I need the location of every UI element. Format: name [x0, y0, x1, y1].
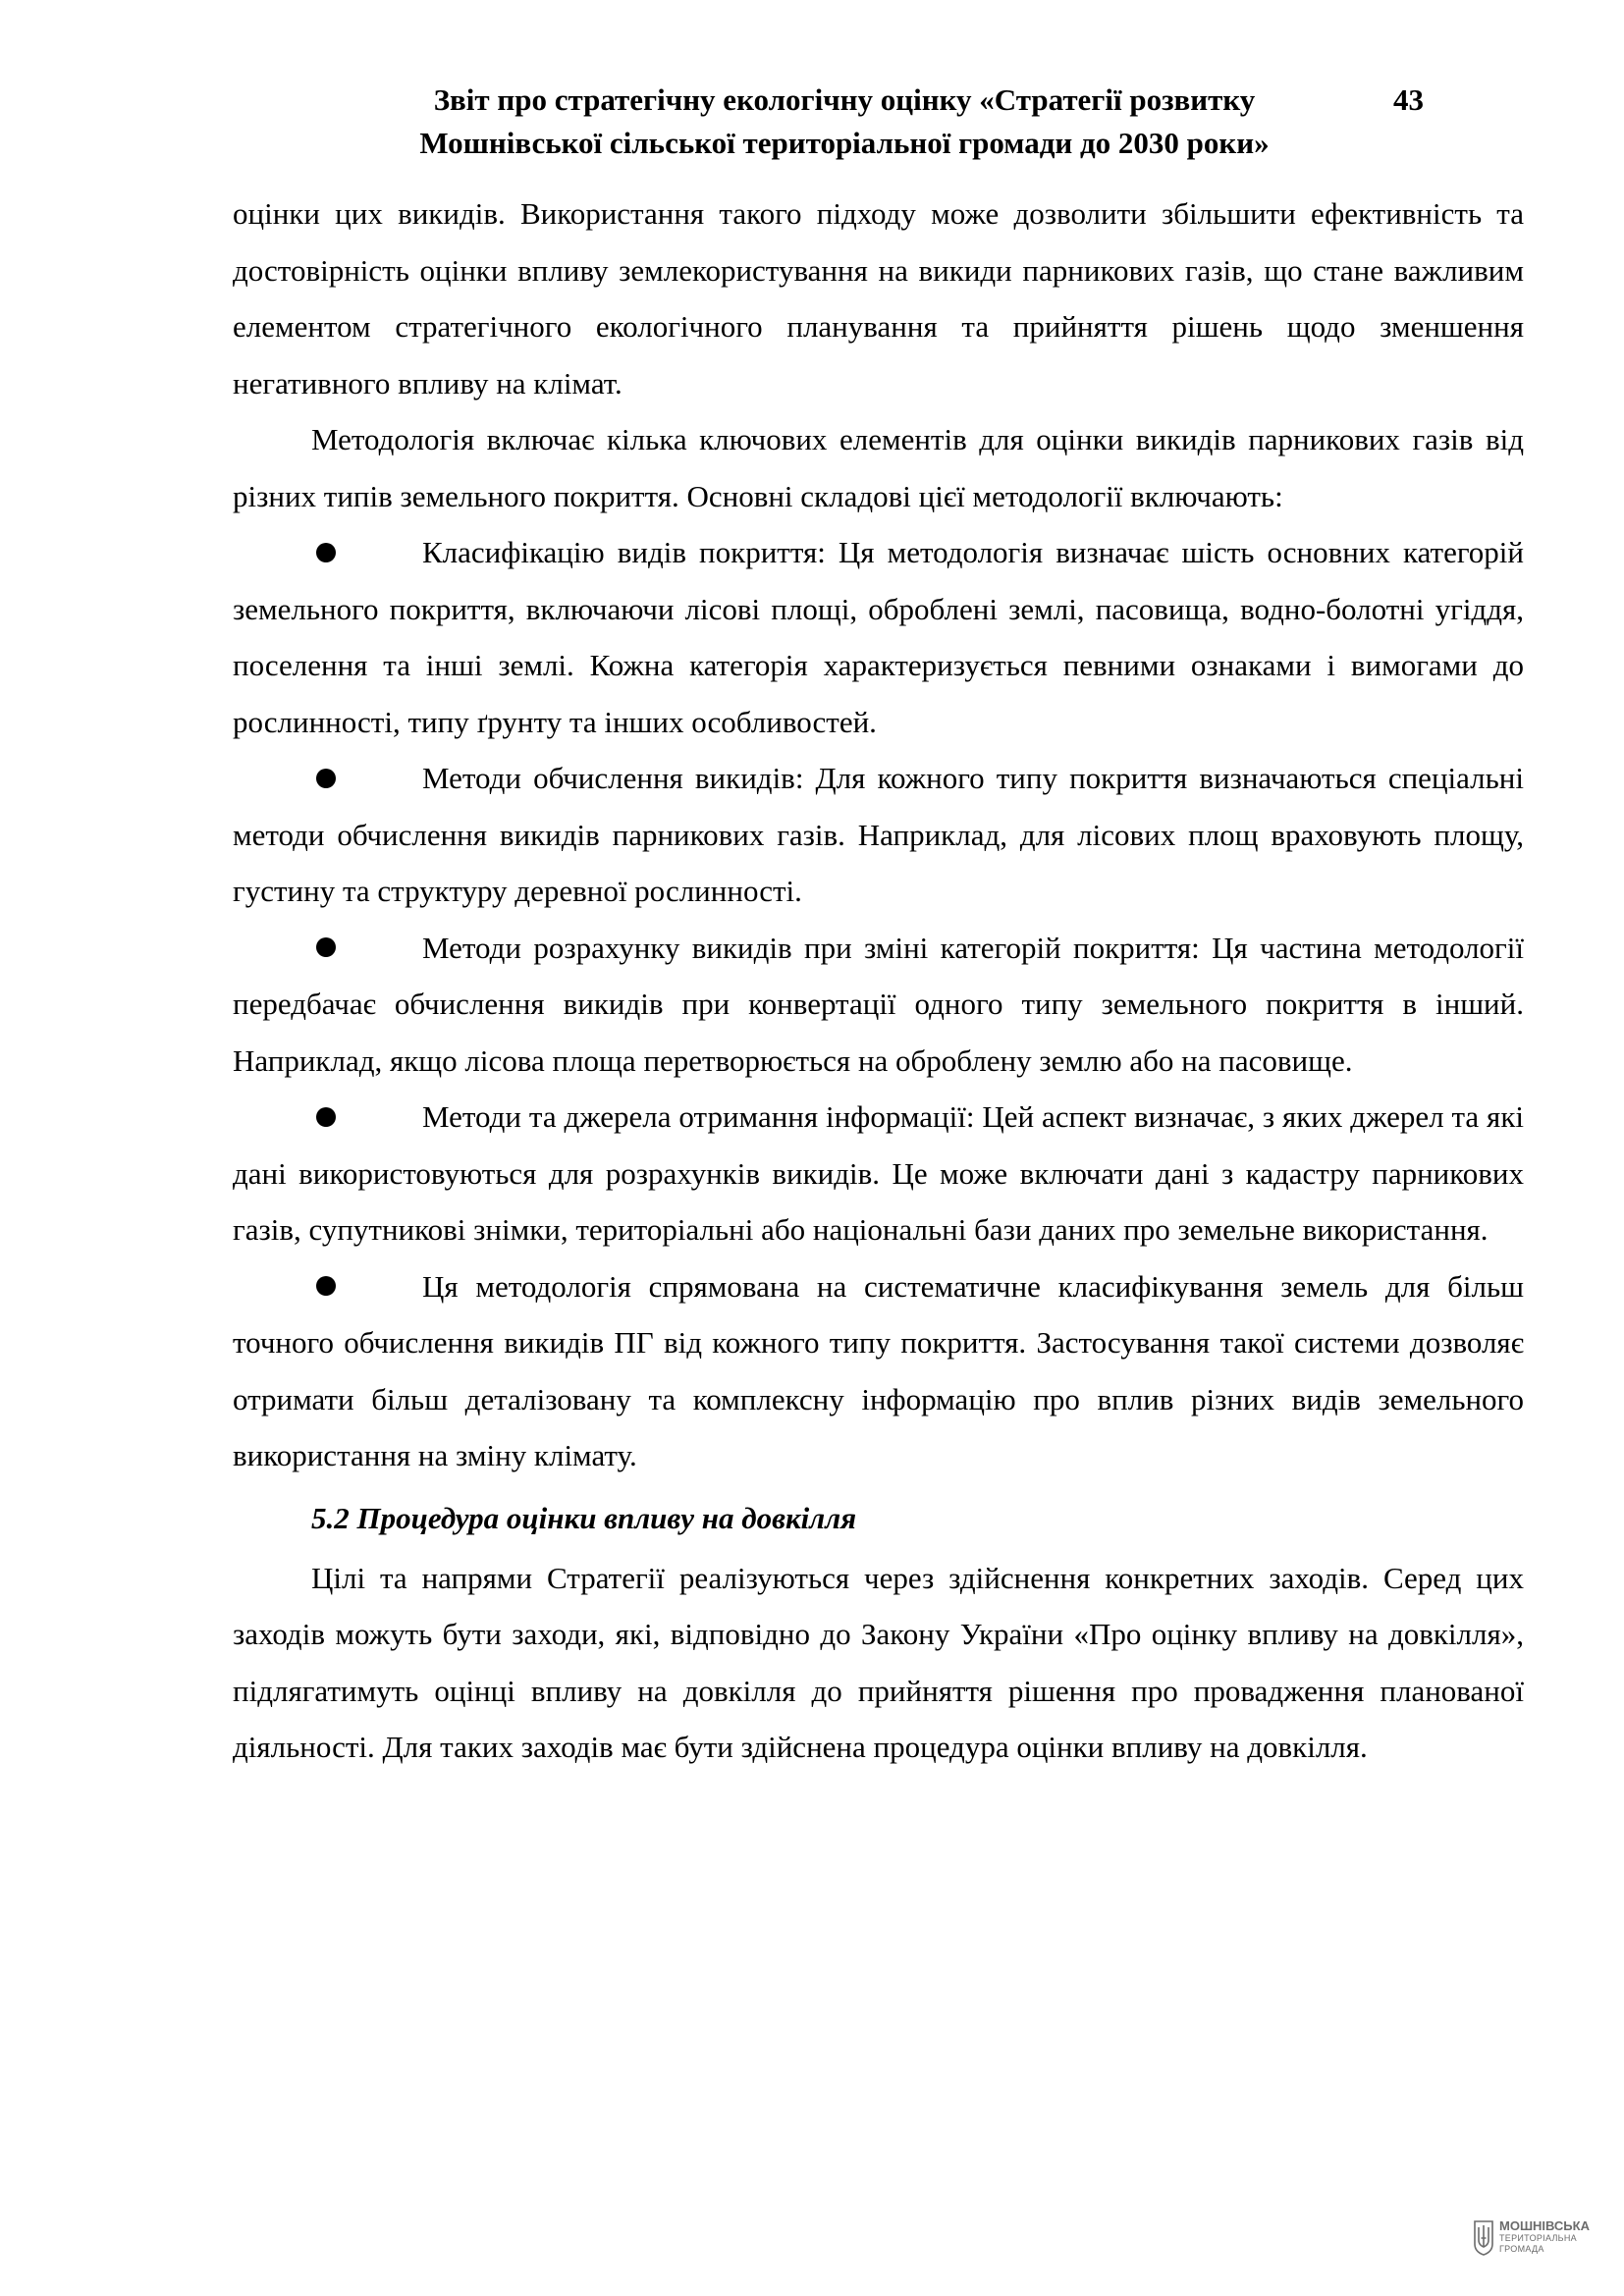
logo-line2: ТЕРИТОРІАЛЬНА: [1499, 2233, 1577, 2243]
paragraph-procedure: Цілі та напрями Стратегії реалізуються через здійснення конкретних заходів. Серед цих заходів можуть бути заходи, які, відповідно до Закону України «Про оцінку впливу на довкілля», підлягатимуть оцінці впливу на довкілля до прийняття рішення про провадження планованої діяльності. Для таких заходів має бути здійснена процедура оцінки впливу на довкілля.: [233, 1560, 1524, 1764]
paragraph-continuation: оцінки цих викидів. Використання такого підходу може дозволити збільшити ефективність та достовірність оцінки впливу землекористування на викиди парникових газів, що стане важливим елементом стратегічного екологічного планування та прийняття рішень щодо зменшення негативного впливу на клімат.: [233, 196, 1524, 400]
list-item-text: Методи розрахунку викидів при зміні категорій покриття: Ця частина методології передбачає обчислення викидів при конвертації одного типу земельного покриття в інший. Наприклад, якщо лісова площа перетворюється на оброблену землю або на пасовище.: [233, 930, 1524, 1078]
logo-line1: МОШНІВСЬКА: [1499, 2218, 1590, 2233]
list-item-text: Методи та джерела отримання інформації: Цей аспект визначає, з яких джерел та які дані використовуються для розрахунків викидів. Це може включати дані з кадастру парникових газів, супутникові знімки, територіальні або національні бази даних про земельне використання.: [233, 1099, 1524, 1247]
bullet-icon: [316, 937, 336, 957]
list-item: [233, 1089, 1524, 1258]
logo-text: [1499, 2219, 1590, 2255]
bullet-icon: [316, 1276, 336, 1296]
list-item: [233, 1258, 1524, 1484]
list-item-text: Класифікацію видів покриття: Ця методологія визначає шість основних категорій земельного покриття, включаючи лісові площі, оброблені землі, пасовища, водно-болотні угіддя, поселення та інші землі. Кожна категорія характеризується певними ознаками і вимогами до рослинності, типу ґрунту та інших особливостей.: [233, 535, 1524, 739]
community-logo: [1473, 2215, 1610, 2260]
header-title: [353, 79, 1335, 165]
header-title-line2: Мошнівської сільської територіальної громади до 2030 роки»: [419, 126, 1270, 160]
list-item: [233, 920, 1524, 1090]
header-title-line1: Звіт про стратегічну екологічну оцінку «Стратегії розвитку: [433, 82, 1256, 117]
section-heading: 5.2 Процедура оцінки впливу на довкілля: [311, 1500, 857, 1535]
list-item-text: Методи обчислення викидів: Для кожного типу покриття визначаються спеціальні методи обчислення викидів парникових газів. Наприклад, для лісових площ враховують площу, густину та структуру деревної рослинності.: [233, 761, 1524, 908]
document-body: [233, 186, 1524, 1776]
list-item: [233, 750, 1524, 920]
bullet-icon: [316, 1107, 336, 1127]
paragraph-methodology: Методологія включає кілька ключових елементів для оцінки викидів парникових газів від різних типів земельного покриття. Основні складові цієї методології включають:: [233, 422, 1524, 513]
bullet-icon: [316, 543, 336, 562]
list-item: [233, 524, 1524, 750]
bullet-list: [233, 524, 1524, 1484]
list-item-text: Ця методологія спрямована на систематичне класифікування земель для більш точного обчислення викидів ПГ від кожного типу покриття. Застосування такої системи дозволяє отримати більш деталізовану та комплексну інформацію про вплив різних видів земельного використання на зміну клімату.: [233, 1268, 1524, 1472]
logo-line3: ГРОМАДА: [1499, 2244, 1544, 2254]
page-number: 43: [1393, 82, 1424, 117]
bullet-icon: [316, 769, 336, 788]
trident-icon: [1473, 2218, 1494, 2256]
